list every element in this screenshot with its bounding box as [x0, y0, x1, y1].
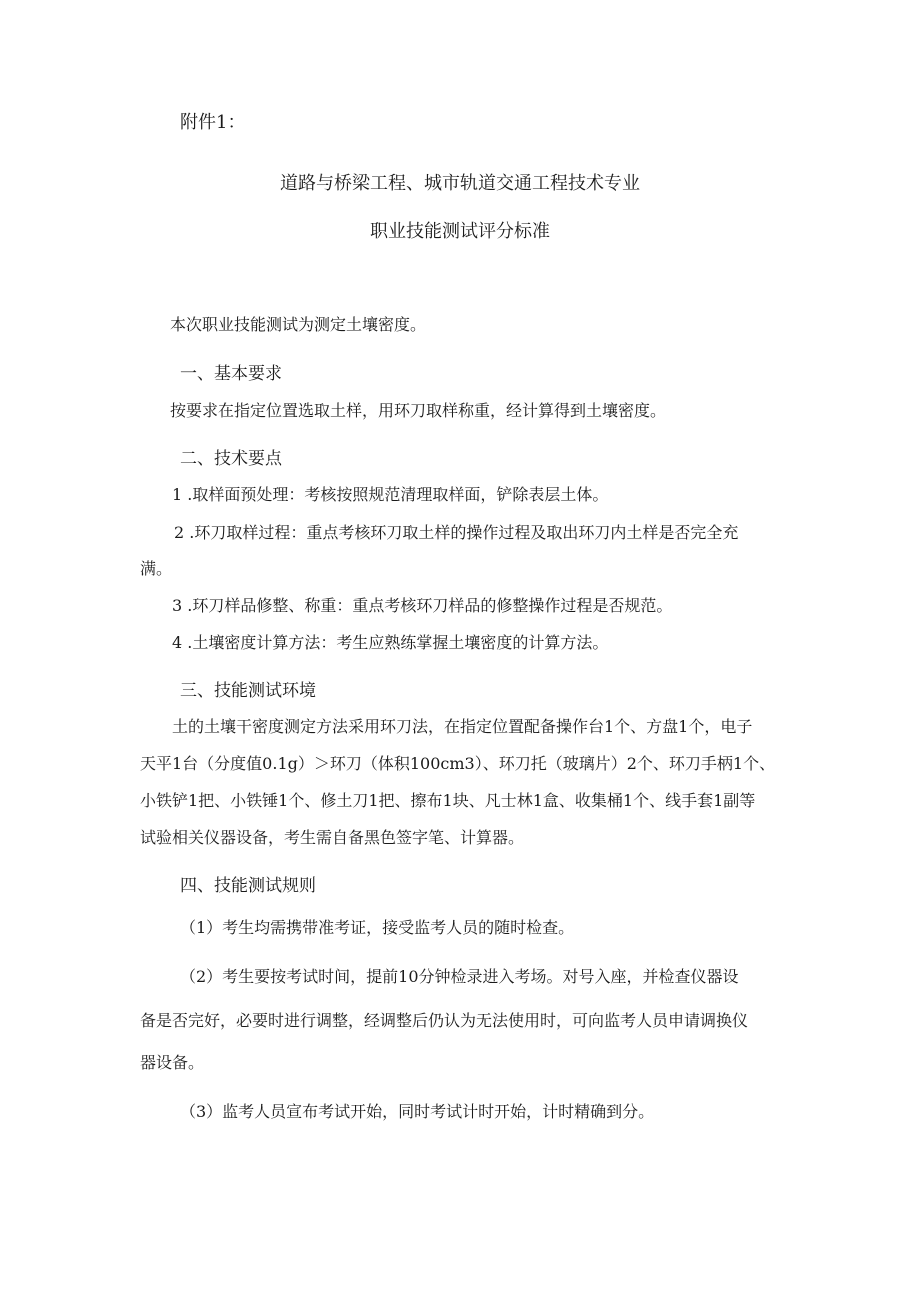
- title-line-2: 职业技能测试评分标准: [370, 221, 550, 242]
- section-3-line-1: 土的土壤干密度测定方法采用环刀法，在指定位置配备操作台1个、方盘1个，电子: [172, 717, 753, 736]
- section-1-heading: 一、基本要求: [180, 364, 282, 384]
- section-2-heading: 二、技术要点: [180, 449, 282, 469]
- attachment-label: 附件1：: [180, 112, 246, 133]
- section-3-line-3: 小铁铲1把、小铁锤1个、修土刀1把、擦布1块、凡士林1盒、收集桶1个、线手套1副等: [140, 791, 756, 810]
- rule-3: （3）监考人员宣布考试开始，同时考试计时开始，计时精确到分。: [180, 1102, 655, 1121]
- section-3-heading: 三、技能测试环境: [180, 681, 316, 701]
- rule-2-line-1: （2）考生要按考试时间，提前10分钟检录进入考场。对号入座，并检查仪器设: [180, 967, 739, 986]
- section-2-item-4: 4 .土壤密度计算方法：考生应熟练掌握土壤密度的计算方法。: [172, 633, 609, 652]
- section-2-item-3: 3 .环刀样品修整、称重：重点考核环刀样品的修整操作过程是否规范。: [172, 596, 673, 615]
- intro-paragraph: 本次职业技能测试为测定土壤密度。: [170, 315, 427, 334]
- section-1-body: 按要求在指定位置选取土样，用环刀取样称重，经计算得到土壤密度。: [170, 401, 667, 420]
- section-3-line-4: 试验相关仪器设备，考生需自备黑色签字笔、计算器。: [140, 828, 525, 847]
- rule-2-line-2: 备是否完好，必要时进行调整，经调整后仍认为无法使用时，可向监考人员申请调换仪: [140, 1011, 749, 1030]
- section-3-line-2: 天平1台（分度值0.1g）＞环刀（体积100cm3）、环刀托（玻璃片）2个、环刀手柄1个、: [140, 754, 776, 773]
- section-4-heading: 四、技能测试规则: [180, 876, 316, 896]
- section-2-item-2-cont: 满。: [140, 559, 173, 578]
- section-2-item-1: 1 .取样面预处理：考核按照规范清理取样面，铲除表层土体。: [172, 485, 609, 504]
- rule-2-line-3: 器设备。: [140, 1053, 205, 1072]
- rule-1: （1）考生均需携带准考证，接受监考人员的随时检查。: [180, 918, 575, 937]
- section-2-item-2: 2 .环刀取样过程：重点考核环刀取土样的操作过程及取出环刀内土样是否完全充: [174, 523, 739, 542]
- title-line-1: 道路与桥梁工程、城市轨道交通工程技术专业: [280, 173, 640, 194]
